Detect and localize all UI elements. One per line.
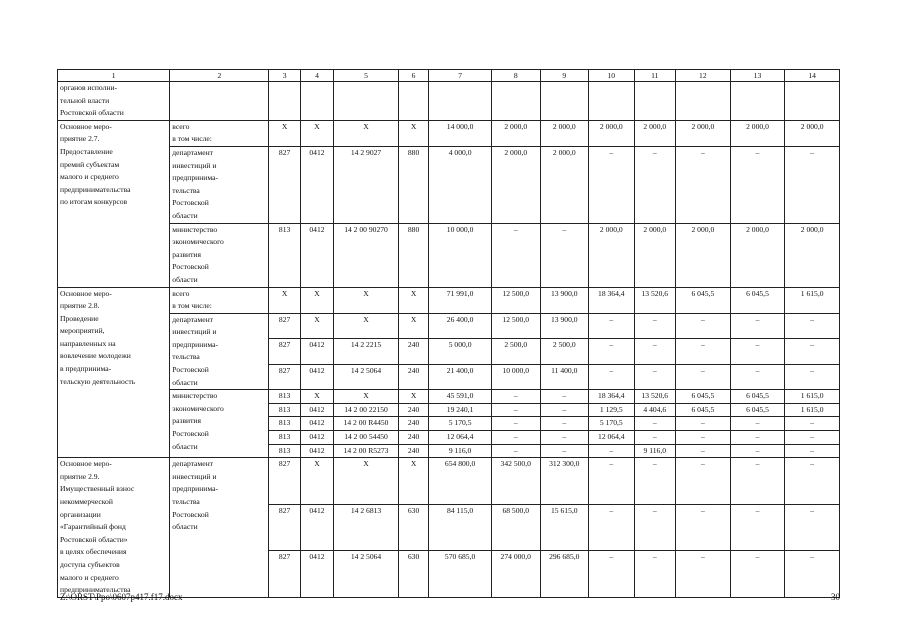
- table-row: [58, 313, 840, 339]
- cell-c5: X: [334, 390, 399, 404]
- cell-c11: –: [634, 417, 675, 431]
- cell-c9: –: [540, 403, 589, 417]
- cell-c11: 13 520,6: [634, 287, 675, 313]
- cell-c12: –: [676, 431, 731, 445]
- text-line: в целях обеспечения: [60, 547, 127, 557]
- cell-c5: 14 2 00 R5273: [334, 444, 399, 458]
- cell-c11: –: [634, 458, 675, 505]
- cell-c9: –: [540, 390, 589, 404]
- text-line: малого и среднего: [60, 172, 119, 182]
- cell-c14: –: [785, 146, 840, 223]
- cell-c4: 0412: [300, 504, 333, 551]
- cell-c9: 11 400,0: [540, 364, 589, 390]
- cell-c14: –: [785, 339, 840, 365]
- text-line: области: [172, 522, 198, 532]
- cell-c13: –: [730, 551, 785, 598]
- text-line: департамент: [172, 459, 213, 469]
- text-line: малого и среднего: [60, 572, 119, 582]
- executor: [170, 146, 269, 223]
- text-line: вовлечение молодежи: [60, 351, 131, 361]
- text-line: области: [172, 274, 198, 284]
- empty-cell: [589, 82, 635, 121]
- cell-c3: 827: [269, 364, 300, 390]
- cell-c10: 12 064,4: [589, 431, 635, 445]
- text-line: развития: [172, 249, 201, 259]
- text-line: тельства: [172, 497, 200, 506]
- cell-c14: –: [785, 458, 840, 505]
- empty-cell: [785, 82, 840, 121]
- text-line: приятие 2.7.: [60, 134, 100, 144]
- cell-c13: –: [730, 431, 785, 445]
- cell-c8: –: [491, 431, 540, 445]
- cell-c8: –: [491, 223, 540, 287]
- cell-c10: –: [589, 146, 635, 223]
- empty-cell: [429, 82, 492, 121]
- text-line: органов исполни-: [60, 83, 118, 92]
- text-line: департамент: [172, 147, 213, 157]
- cell-c12: –: [676, 504, 731, 551]
- cell-c9: –: [540, 223, 589, 287]
- cell-c7: 4 000,0: [429, 146, 492, 223]
- cell-c6: 880: [398, 146, 428, 223]
- text-line: тельскую деятельность: [60, 376, 136, 386]
- cell-c3: 827: [269, 146, 300, 223]
- cell-c5: 14 2 5064: [334, 364, 399, 390]
- cell-c13: –: [730, 339, 785, 365]
- cell-c3: 813: [269, 431, 300, 445]
- cell-c6: X: [398, 287, 428, 313]
- text-line: министерство: [172, 224, 218, 234]
- text-line: Ростовской: [172, 365, 209, 375]
- cell-c3: 827: [269, 458, 300, 505]
- cell-c12: –: [676, 417, 731, 431]
- text-line: Проведение: [60, 313, 99, 323]
- header-cell: 10: [589, 70, 635, 82]
- text-line: области: [172, 441, 198, 451]
- text-line: развития: [172, 416, 201, 426]
- text-line: мероприятий,: [60, 326, 105, 336]
- cell-c8: 2 000,0: [491, 120, 540, 146]
- empty-cell: [398, 82, 428, 121]
- empty-cell: [334, 82, 399, 121]
- cell-c11: –: [634, 504, 675, 551]
- cell-c3: 813: [269, 417, 300, 431]
- cell-c13: –: [730, 364, 785, 390]
- empty-cell: [170, 82, 269, 121]
- text-line: инвестиций и: [172, 471, 217, 481]
- cell-c13: –: [730, 313, 785, 339]
- table-row: [58, 223, 840, 287]
- activity-name: [58, 458, 170, 598]
- cell-c7: 45 591,0: [429, 390, 492, 404]
- table-row: [58, 120, 840, 146]
- cell-c7: 14 000,0: [429, 120, 492, 146]
- text-line: тельства: [172, 185, 200, 195]
- activity-name: [58, 287, 170, 458]
- cell-c10: –: [589, 313, 635, 339]
- header-cell: 14: [785, 70, 840, 82]
- cell-c8: –: [491, 444, 540, 458]
- cell-c10: –: [589, 339, 635, 365]
- text-line: министерство: [172, 391, 218, 401]
- cell-c11: 13 520,6: [634, 390, 675, 404]
- cell-c13: –: [730, 504, 785, 551]
- cell-c3: X: [269, 287, 300, 313]
- text-line: некоммерческой: [60, 497, 113, 506]
- cell-c7: 84 115,0: [429, 504, 492, 551]
- cell-c9: –: [540, 444, 589, 458]
- cell-c4: X: [300, 458, 333, 505]
- cell-c8: 10 000,0: [491, 364, 540, 390]
- empty-cell: [730, 82, 785, 121]
- text-line: приятие 2.9.: [60, 471, 100, 481]
- cell-c5: 14 2 2215: [334, 339, 399, 365]
- cell-c13: 6 045,5: [730, 390, 785, 404]
- cell-c7: 5 000,0: [429, 339, 492, 365]
- continuation-row: [58, 82, 840, 121]
- cell-c12: 6 045,5: [676, 287, 731, 313]
- cell-c5: 14 2 6813: [334, 504, 399, 551]
- cell-c9: 2 000,0: [540, 146, 589, 223]
- executor: [170, 390, 269, 458]
- cell-c4: 0412: [300, 339, 333, 365]
- cell-c4: 0412: [300, 417, 333, 431]
- cell-c6: 240: [398, 403, 428, 417]
- header-cell: 1: [58, 70, 170, 82]
- text-line: области: [172, 377, 198, 387]
- cell-c6: X: [398, 120, 428, 146]
- cell-c3: X: [269, 120, 300, 146]
- cell-c6: 240: [398, 339, 428, 365]
- cell-c7: 71 991,0: [429, 287, 492, 313]
- cell-c3: 813: [269, 403, 300, 417]
- cell-c12: 6 045,5: [676, 390, 731, 404]
- text-line: предпринима-: [172, 173, 218, 183]
- cell-c4: 0412: [300, 431, 333, 445]
- cell-c11: 2 000,0: [634, 120, 675, 146]
- cell-c14: –: [785, 431, 840, 445]
- cell-c8: 12 500,0: [491, 313, 540, 339]
- cell-c3: 813: [269, 390, 300, 404]
- cell-c5: 14 2 9027: [334, 146, 399, 223]
- cell-c9: 13 900,0: [540, 313, 589, 339]
- text-line: тельства: [172, 352, 200, 362]
- cell-c14: 2 000,0: [785, 120, 840, 146]
- text-line: Ростовской области»: [60, 534, 128, 544]
- cell-c12: 2 000,0: [676, 120, 731, 146]
- cell-c3: 827: [269, 313, 300, 339]
- cell-c14: –: [785, 551, 840, 598]
- cell-c9: 2 500,0: [540, 339, 589, 365]
- cell-c10: 5 170,5: [589, 417, 635, 431]
- text-line: по итогам конкурсов: [60, 197, 128, 207]
- text-line: предпринимательства: [60, 585, 131, 595]
- text-line: в том числе:: [172, 134, 212, 144]
- cell-c13: –: [730, 146, 785, 223]
- cell-c11: –: [634, 551, 675, 598]
- cell-c6: 240: [398, 444, 428, 458]
- text-line: направленных на: [60, 338, 116, 348]
- executor: [170, 458, 269, 598]
- table-row: [58, 146, 840, 223]
- header-cell: 9: [540, 70, 589, 82]
- cell-c4: 0412: [300, 364, 333, 390]
- text-line: Ростовской: [172, 262, 209, 272]
- cell-c11: 4 404,6: [634, 403, 675, 417]
- cell-c11: 9 116,0: [634, 444, 675, 458]
- text-line: инвестиций и: [172, 327, 217, 337]
- footer-file-path: Z:\ORST\Ppo\0607p417.f17.docx: [60, 592, 183, 602]
- cell-c4: X: [300, 287, 333, 313]
- text-line: приятие 2.8.: [60, 301, 100, 311]
- cell-c4: X: [300, 120, 333, 146]
- cell-c6: 630: [398, 504, 428, 551]
- cell-c11: –: [634, 364, 675, 390]
- cell-c14: –: [785, 313, 840, 339]
- cell-c8: 274 000,0: [491, 551, 540, 598]
- cell-c10: –: [589, 444, 635, 458]
- header-cell: 3: [269, 70, 300, 82]
- cell-c7: 654 800,0: [429, 458, 492, 505]
- cell-c14: 2 000,0: [785, 223, 840, 287]
- cell-c6: X: [398, 313, 428, 339]
- cell-c10: –: [589, 458, 635, 505]
- cell-c5: 14 2 00 R4450: [334, 417, 399, 431]
- cell-c12: –: [676, 444, 731, 458]
- cell-c12: –: [676, 339, 731, 365]
- cell-c9: –: [540, 431, 589, 445]
- text-line: экономического: [172, 403, 224, 413]
- cell-c4: X: [300, 313, 333, 339]
- text-line: Основное меро-: [60, 121, 112, 131]
- cell-c5: 14 2 00 54450: [334, 431, 399, 445]
- text-line: «Гарантийный фонд: [60, 522, 126, 532]
- executor: [170, 287, 269, 313]
- cell-c10: 18 364,4: [589, 287, 635, 313]
- cell-c5: 14 2 00 22150: [334, 403, 399, 417]
- text-line: Основное меро-: [60, 288, 112, 298]
- cell-c14: –: [785, 364, 840, 390]
- cell-c3: 813: [269, 444, 300, 458]
- cell-c7: 10 000,0: [429, 223, 492, 287]
- header-row: [58, 70, 840, 82]
- cell-c13: 2 000,0: [730, 223, 785, 287]
- cell-c3: 827: [269, 504, 300, 551]
- cell-c11: –: [634, 431, 675, 445]
- text-line: Ростовской: [172, 509, 209, 519]
- text-line: организации: [60, 509, 101, 519]
- cell-c10: –: [589, 504, 635, 551]
- cell-c6: X: [398, 390, 428, 404]
- text-line: области: [172, 210, 198, 220]
- cell-c10: 2 000,0: [589, 223, 635, 287]
- text-line: всего: [172, 288, 190, 298]
- text-line: всего: [172, 121, 190, 131]
- header-cell: 4: [300, 70, 333, 82]
- activity-name: [58, 120, 170, 287]
- cell-c6: 240: [398, 364, 428, 390]
- cell-c8: –: [491, 390, 540, 404]
- cell-c12: 6 045,5: [676, 403, 731, 417]
- cell-c5: X: [334, 313, 399, 339]
- text-line: Предоставление: [60, 146, 113, 156]
- cell-c14: –: [785, 444, 840, 458]
- text-line: Ростовской области: [60, 108, 124, 118]
- cell-c7: 26 400,0: [429, 313, 492, 339]
- cell-c9: 13 900,0: [540, 287, 589, 313]
- executor: [170, 120, 269, 146]
- cell-c14: –: [785, 504, 840, 551]
- cell-c3: 827: [269, 339, 300, 365]
- text-line: Основное меро-: [60, 459, 112, 469]
- cell-c7: 570 685,0: [429, 551, 492, 598]
- cell-c10: 18 364,4: [589, 390, 635, 404]
- text-line: экономического: [172, 237, 224, 247]
- header-cell: 2: [170, 70, 269, 82]
- cell-c8: –: [491, 403, 540, 417]
- cell-c4: 0412: [300, 223, 333, 287]
- cell-c6: 880: [398, 223, 428, 287]
- cell-c13: 2 000,0: [730, 120, 785, 146]
- cell-c12: 2 000,0: [676, 223, 731, 287]
- cell-c8: 68 500,0: [491, 504, 540, 551]
- cell-c4: 0412: [300, 551, 333, 598]
- cell-c3: 827: [269, 551, 300, 598]
- executor: [170, 313, 269, 390]
- cell-c14: 1 615,0: [785, 390, 840, 404]
- text-line: в предпринима-: [60, 364, 112, 374]
- text-line: предпринима-: [172, 339, 218, 349]
- cell-c5: 14 2 00 90270: [334, 223, 399, 287]
- cell-c10: 1 129,5: [589, 403, 635, 417]
- cell-c10: –: [589, 364, 635, 390]
- empty-cell: [300, 82, 333, 121]
- cell-c9: –: [540, 417, 589, 431]
- cell-c7: 21 400,0: [429, 364, 492, 390]
- text-line: предпринима-: [172, 484, 218, 494]
- cell-c9: 2 000,0: [540, 120, 589, 146]
- header-cell: 5: [334, 70, 399, 82]
- cell-c6: 240: [398, 417, 428, 431]
- table-row: [58, 458, 840, 505]
- text-line: Ростовской: [172, 429, 209, 439]
- text-line: тельной власти: [60, 95, 110, 105]
- cell-c14: 1 615,0: [785, 287, 840, 313]
- cell-c7: 19 240,1: [429, 403, 492, 417]
- header-cell: 12: [676, 70, 731, 82]
- cell-c7: 5 170,5: [429, 417, 492, 431]
- cell-c8: –: [491, 417, 540, 431]
- cell-c12: –: [676, 313, 731, 339]
- cell-c4: 0412: [300, 403, 333, 417]
- page-number: 30: [831, 592, 840, 602]
- cell-c9: 312 300,0: [540, 458, 589, 505]
- text-line: премий субъектам: [60, 159, 120, 169]
- cell-c6: 240: [398, 431, 428, 445]
- executor: [170, 223, 269, 287]
- cell-c7: 9 116,0: [429, 444, 492, 458]
- cell-c14: –: [785, 417, 840, 431]
- cell-c13: –: [730, 458, 785, 505]
- cell-c9: 15 615,0: [540, 504, 589, 551]
- cell-c13: –: [730, 417, 785, 431]
- header-cell: 11: [634, 70, 675, 82]
- text-line: Ростовской: [172, 198, 209, 208]
- text-line: предпринимательства: [60, 184, 131, 194]
- cell-c4: 0412: [300, 146, 333, 223]
- empty-cell: [269, 82, 300, 121]
- table-row: [58, 287, 840, 313]
- cell-c5: 14 2 5064: [334, 551, 399, 598]
- cell-c6: X: [398, 458, 428, 505]
- cell-c6: 630: [398, 551, 428, 598]
- text-line: Имущественный взнос: [60, 484, 135, 494]
- cell-c13: 6 045,5: [730, 287, 785, 313]
- program-table: [57, 69, 840, 598]
- cell-c4: X: [300, 390, 333, 404]
- empty-cell: [634, 82, 675, 121]
- cell-c3: 813: [269, 223, 300, 287]
- cell-c12: –: [676, 364, 731, 390]
- cell-c12: –: [676, 551, 731, 598]
- empty-cell: [676, 82, 731, 121]
- cell-c14: 1 615,0: [785, 403, 840, 417]
- text-line: доступа субъектов: [60, 559, 120, 569]
- cell-c11: 2 000,0: [634, 223, 675, 287]
- cell-c8: 342 500,0: [491, 458, 540, 505]
- cell-c7: 12 064,4: [429, 431, 492, 445]
- cell-c9: 296 685,0: [540, 551, 589, 598]
- cell-c8: 2 000,0: [491, 146, 540, 223]
- cell-c4: 0412: [300, 444, 333, 458]
- header-cell: 13: [730, 70, 785, 82]
- table-row: [58, 390, 840, 404]
- cell-c5: X: [334, 458, 399, 505]
- cell-c13: 6 045,5: [730, 403, 785, 417]
- empty-cell: [491, 82, 540, 121]
- cell-c8: 2 500,0: [491, 339, 540, 365]
- cell-c5: X: [334, 287, 399, 313]
- text-line: департамент: [172, 314, 213, 324]
- empty-cell: [540, 82, 589, 121]
- cell-c10: 2 000,0: [589, 120, 635, 146]
- activity-name: [58, 82, 170, 121]
- header-cell: 6: [398, 70, 428, 82]
- header-cell: 7: [429, 70, 492, 82]
- cell-c13: –: [730, 444, 785, 458]
- cell-c11: –: [634, 339, 675, 365]
- cell-c5: X: [334, 120, 399, 146]
- text-line: инвестиций и: [172, 160, 217, 170]
- text-line: в том числе:: [172, 301, 212, 311]
- cell-c11: –: [634, 313, 675, 339]
- cell-c8: 12 500,0: [491, 287, 540, 313]
- cell-c10: –: [589, 551, 635, 598]
- cell-c12: –: [676, 146, 731, 223]
- header-cell: 8: [491, 70, 540, 82]
- cell-c12: –: [676, 458, 731, 505]
- cell-c11: –: [634, 146, 675, 223]
